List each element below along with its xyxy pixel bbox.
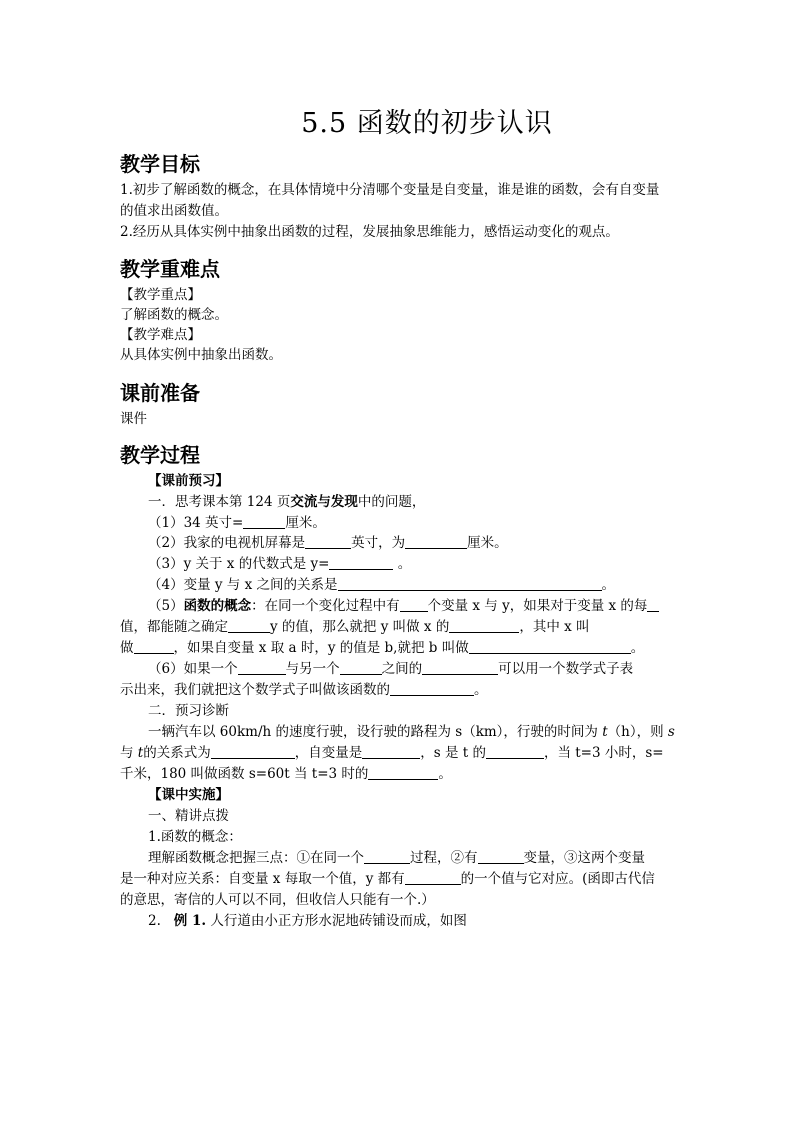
blank — [390, 681, 474, 696]
question-1-4: （4）变量 y 与 x 之间的关系是 。 — [148, 577, 615, 593]
difficulty-label: 【教学难点】 — [120, 327, 201, 343]
section-heading-prep: 课前准备 — [120, 381, 200, 405]
function-concept-line-3: 的意思，寄信的人可以不同，但收信人只能有一个.） — [120, 892, 435, 908]
question-1-6-line-1: （6）如果一个 与另一个 之间的 可以用一个数学式子表 — [148, 661, 634, 677]
class-section-1-1: 1.函数的概念： — [148, 829, 242, 845]
blank — [362, 744, 420, 759]
blank — [338, 576, 602, 591]
key-label: 【教学重点】 — [120, 287, 201, 303]
goal-1-line-2: 的值求出函数值。 — [120, 203, 228, 219]
function-concept-line-2: 是一种对应关系：自变量 x 每取一个值，y 都有 的一个值与它对应。(函即古代信 — [120, 871, 655, 887]
question-1-2: （2）我家的电视机屏幕是 英寸，为 厘米。 — [148, 535, 508, 551]
blank — [238, 660, 286, 675]
question-1-6-line-2: 示出来，我们就把这个数学式子叫做该函数的 。 — [120, 682, 488, 698]
blank — [305, 534, 351, 549]
question-1-3: （3）y 关于 x 的代数式是 y= 。 — [148, 556, 412, 572]
function-concept-line-1: 理解函数概念把握三点：①在同一个 过程，②有 变量，③这两个变量 — [148, 850, 645, 866]
prep-text: 课件 — [120, 411, 147, 427]
goal-1-line-1: 1.初步了解函数的概念，在具体情境中分清哪个变量是自变量，谁是谁的函数，会有自变量 — [120, 182, 660, 198]
blank — [422, 660, 498, 675]
blank — [243, 514, 285, 529]
blank — [228, 618, 270, 633]
difficulty-text: 从具体实例中抽象出函数。 — [120, 347, 282, 363]
question-1-1: （1）34 英寸= 厘米。 — [148, 515, 326, 531]
class-label: 【课中实施】 — [148, 787, 229, 803]
blank — [329, 555, 393, 570]
question-1-5-line-1: （5）函数的概念：在同一个变化过程中有 个变量 x 与 y，如果对于变量 x 的每 — [148, 596, 659, 616]
example-1: 2. 例 1. 人行道由小正方形水泥地砖铺设而成，如图 — [148, 913, 467, 929]
blank — [478, 849, 524, 864]
key-text: 了解函数的概念。 — [120, 307, 228, 323]
question-1: 一．思考课本第 124 页交流与发现中的问题， — [148, 494, 426, 510]
blank — [340, 660, 382, 675]
blank — [449, 618, 519, 633]
goal-2: 2.经历从具体实例中抽象出函数的过程，发展抽象思维能力，感悟运动变化的观点。 — [120, 224, 619, 240]
blank — [211, 744, 295, 759]
question-2-line-2: 与 t的关系式为 ，自变量是 ，s 是 t 的 ，当 t=3 小时，s= — [120, 745, 664, 761]
preview-label: 【课前预习】 — [148, 473, 229, 489]
class-section-1: 一、精讲点拨 — [148, 808, 229, 824]
section-heading-key: 教学重难点 — [120, 257, 220, 281]
blank — [405, 534, 467, 549]
blank — [364, 849, 410, 864]
question-2-line-3: 千米，180 叫做函数 s=60t 当 t=3 时的 。 — [120, 766, 452, 782]
section-heading-process: 教学过程 — [120, 443, 200, 467]
blank — [647, 597, 659, 612]
section-heading-goals: 教学目标 — [120, 152, 200, 176]
question-2-label: 二．预习诊断 — [148, 703, 229, 719]
question-2-line-1: 一辆汽车以 60km/h 的速度行驶，设行驶的路程为 s（km），行驶的时间为 t（h），则 s — [148, 724, 675, 740]
question-1-5-line-3: 做 ，如果自变量 x 取 a 时，y 的值是 b,就把 b 叫做 。 — [120, 640, 645, 656]
blank — [469, 639, 631, 654]
question-1-5-line-2: 值，都能随之确定 y 的值，那么就把 y 叫做 x 的 ，其中 x 叫 — [120, 619, 590, 635]
blank — [486, 744, 544, 759]
page-title: 5.5 函数的初步认识 — [301, 108, 553, 139]
blank — [368, 765, 438, 780]
blank — [400, 597, 428, 612]
blank — [134, 639, 174, 654]
blank — [405, 870, 461, 885]
